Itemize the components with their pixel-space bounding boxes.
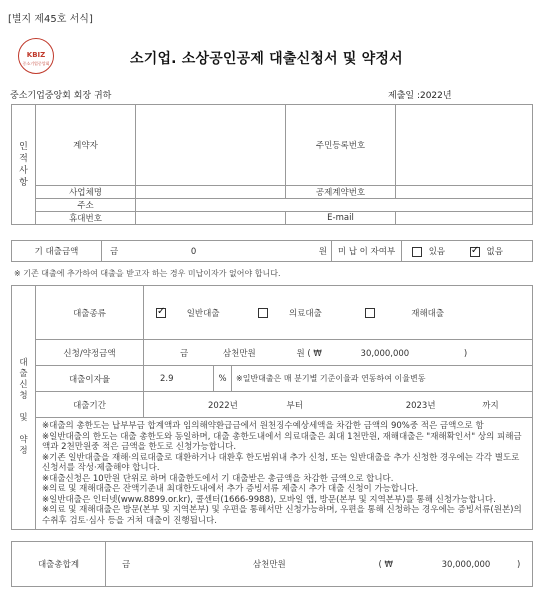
- interest-rate-unit: %: [214, 366, 232, 392]
- loan-type-medical-checkbox[interactable]: [258, 308, 268, 318]
- overdue-interest-label: 미 납 이 자여부: [332, 241, 402, 262]
- email-label: E-mail: [286, 212, 396, 225]
- loan-amount-number[interactable]: 30,000,000: [360, 348, 410, 359]
- resident-number-label: 주민등록번호: [286, 105, 396, 186]
- loan-notes: [36, 418, 533, 530]
- loan-type-general-label: 일반대출: [186, 308, 220, 319]
- overdue-no-checkbox[interactable]: [470, 247, 480, 257]
- contract-number-field[interactable]: [396, 186, 533, 199]
- loan-amount-won: 원 ( ₩: [296, 348, 322, 359]
- overdue-interest-options: [402, 241, 533, 262]
- loan-amount-prefix: 금: [180, 348, 189, 359]
- contractor-label: 계약자: [36, 105, 136, 186]
- loan-total-close: ): [517, 560, 521, 570]
- business-name-field[interactable]: [136, 186, 286, 199]
- kbiz-logo: [18, 38, 54, 74]
- contractor-field[interactable]: [136, 105, 286, 186]
- loan-type-options: [144, 286, 533, 340]
- loan-amount-close: ): [463, 348, 468, 359]
- loan-note: ※일반대출은 인터넷(www.8899.or.kr), 콜센터(1666-9988), 모바일 앱, 방문(본부 및 지역본부)를 통해 신청가능합니다.: [42, 494, 496, 505]
- interest-rate-value[interactable]: 2.9: [144, 366, 214, 392]
- loan-period-start[interactable]: 2022년: [208, 400, 238, 411]
- loan-note: ※일반대출의 한도는 대출 총한도와 동일하며, 대출 총한도내에서 의료대출은 최대 1천만원, 재해대출은 "재해확인서" 상의 피해금액과 2천만원중 적은 금액을 한도로 신청가능합니다.: [42, 431, 522, 452]
- overdue-yes-label: 있음: [428, 247, 446, 257]
- loan-note: ※기존 일반대출을 재해·의료대출로 대환하거나 대환후 한도범위내 추가 신청, 또는 일반대출을 추가 신청한 경우에는 각각 별도로 신청서를 작성·제출해야 합니다.: [42, 452, 520, 473]
- overdue-yes-checkbox[interactable]: [412, 247, 422, 257]
- loan-note: ※대출신청은 10만원 단위로 하며 대출한도에서 기 대출받은 총금액을 차감한 금액으로 합니다.: [42, 473, 394, 484]
- loan-total-prefix: 금: [122, 560, 131, 570]
- loan-total-label: 대출총합계: [12, 542, 106, 587]
- address-label: 주소: [36, 199, 136, 212]
- loan-total-table: [11, 541, 533, 587]
- existing-loan-prefix: 금: [110, 247, 119, 257]
- loan-type-disaster-label: 재해대출: [411, 308, 445, 319]
- email-field[interactable]: [396, 212, 533, 225]
- loan-total-number[interactable]: 30,000,000: [441, 560, 491, 570]
- applicant-side-label: 인 적 사 항: [12, 105, 36, 225]
- existing-loan-value[interactable]: 0: [190, 247, 197, 257]
- logo-text: KBIZ: [26, 51, 46, 59]
- mobile-field[interactable]: [136, 212, 286, 225]
- recipient: 중소기업중앙회 회장 귀하: [10, 91, 112, 101]
- existing-loan-amount[interactable]: [102, 241, 302, 262]
- page-title: 소기업. 소상공인공제 대출신청서 및 약정서: [130, 51, 403, 67]
- logo-subtext: 중소기업중앙회: [22, 61, 50, 66]
- loan-total-field[interactable]: [106, 542, 533, 587]
- loan-period-end[interactable]: 2023년: [405, 400, 436, 411]
- loan-application-table: [11, 285, 533, 530]
- loan-note: ※대출의 총한도는 납부부금 합계액과 임의해약환급금에서 원천징수예상세액을 차감한 금액의 90%중 적은 금액으로 함: [42, 421, 484, 431]
- existing-loan-label: 기 대출금액: [12, 241, 102, 262]
- existing-loan-note: ※ 기존 대출에 추가하여 대출을 받고자 하는 경우 미납이자가 없어야 합니다.: [14, 269, 281, 278]
- existing-loan-unit: 원: [302, 241, 332, 262]
- mobile-label: 휴대번호: [36, 212, 136, 225]
- loan-amount-korean[interactable]: 삼천만원: [222, 348, 256, 359]
- loan-type-label: 대출종류: [36, 286, 144, 340]
- existing-loan-table: [11, 240, 533, 262]
- form-number-label: [별지 제45호 서식]: [8, 14, 93, 25]
- interest-rate-note: ※일반대출은 매 분기별 기준이율과 연동하여 이율변동: [232, 366, 533, 392]
- address-field[interactable]: [136, 199, 533, 212]
- loan-note: ※의료 및 재해대출은 방문(본부 및 지역본부) 및 우편을 통해서만 신청가능하며, 우편을 통해 신청하는 경우에는 증빙서류(원본)의 수취후 검토·심사 등을 거쳐 대출이 진행됩니다.: [42, 505, 522, 526]
- loan-period-to: 까지: [482, 400, 499, 411]
- loan-type-general-checkbox[interactable]: [156, 308, 166, 318]
- loan-period-from: 부터: [286, 400, 303, 411]
- contract-number-label: 공제계약번호: [286, 186, 396, 199]
- submit-date[interactable]: 제출일 :2022년: [388, 91, 452, 101]
- loan-type-disaster-checkbox[interactable]: [365, 308, 375, 318]
- applicant-table: [11, 104, 533, 225]
- loan-amount-field[interactable]: [144, 340, 533, 366]
- loan-total-open: ( ₩: [378, 560, 393, 570]
- business-name-label: 사업체명: [36, 186, 136, 199]
- resident-number-field[interactable]: [396, 105, 533, 186]
- loan-side-label: 대 출 신 청 및 약 정: [12, 286, 36, 530]
- loan-amount-label: 신청/약정금액: [36, 340, 144, 366]
- loan-period-label: 대출기간: [36, 392, 144, 418]
- loan-note: ※의료 및 재해대출은 잔액기준내 최대한도내에서 추가 증빙서류 제출시 추가 대출 신청이 가능합니다.: [42, 484, 419, 494]
- interest-rate-label: 대출이자율: [36, 366, 144, 392]
- overdue-no-label: 없음: [486, 247, 503, 257]
- loan-type-medical-label: 의료대출: [288, 308, 322, 319]
- loan-total-korean[interactable]: 삼천만원: [252, 560, 286, 570]
- loan-period-field[interactable]: [144, 392, 533, 418]
